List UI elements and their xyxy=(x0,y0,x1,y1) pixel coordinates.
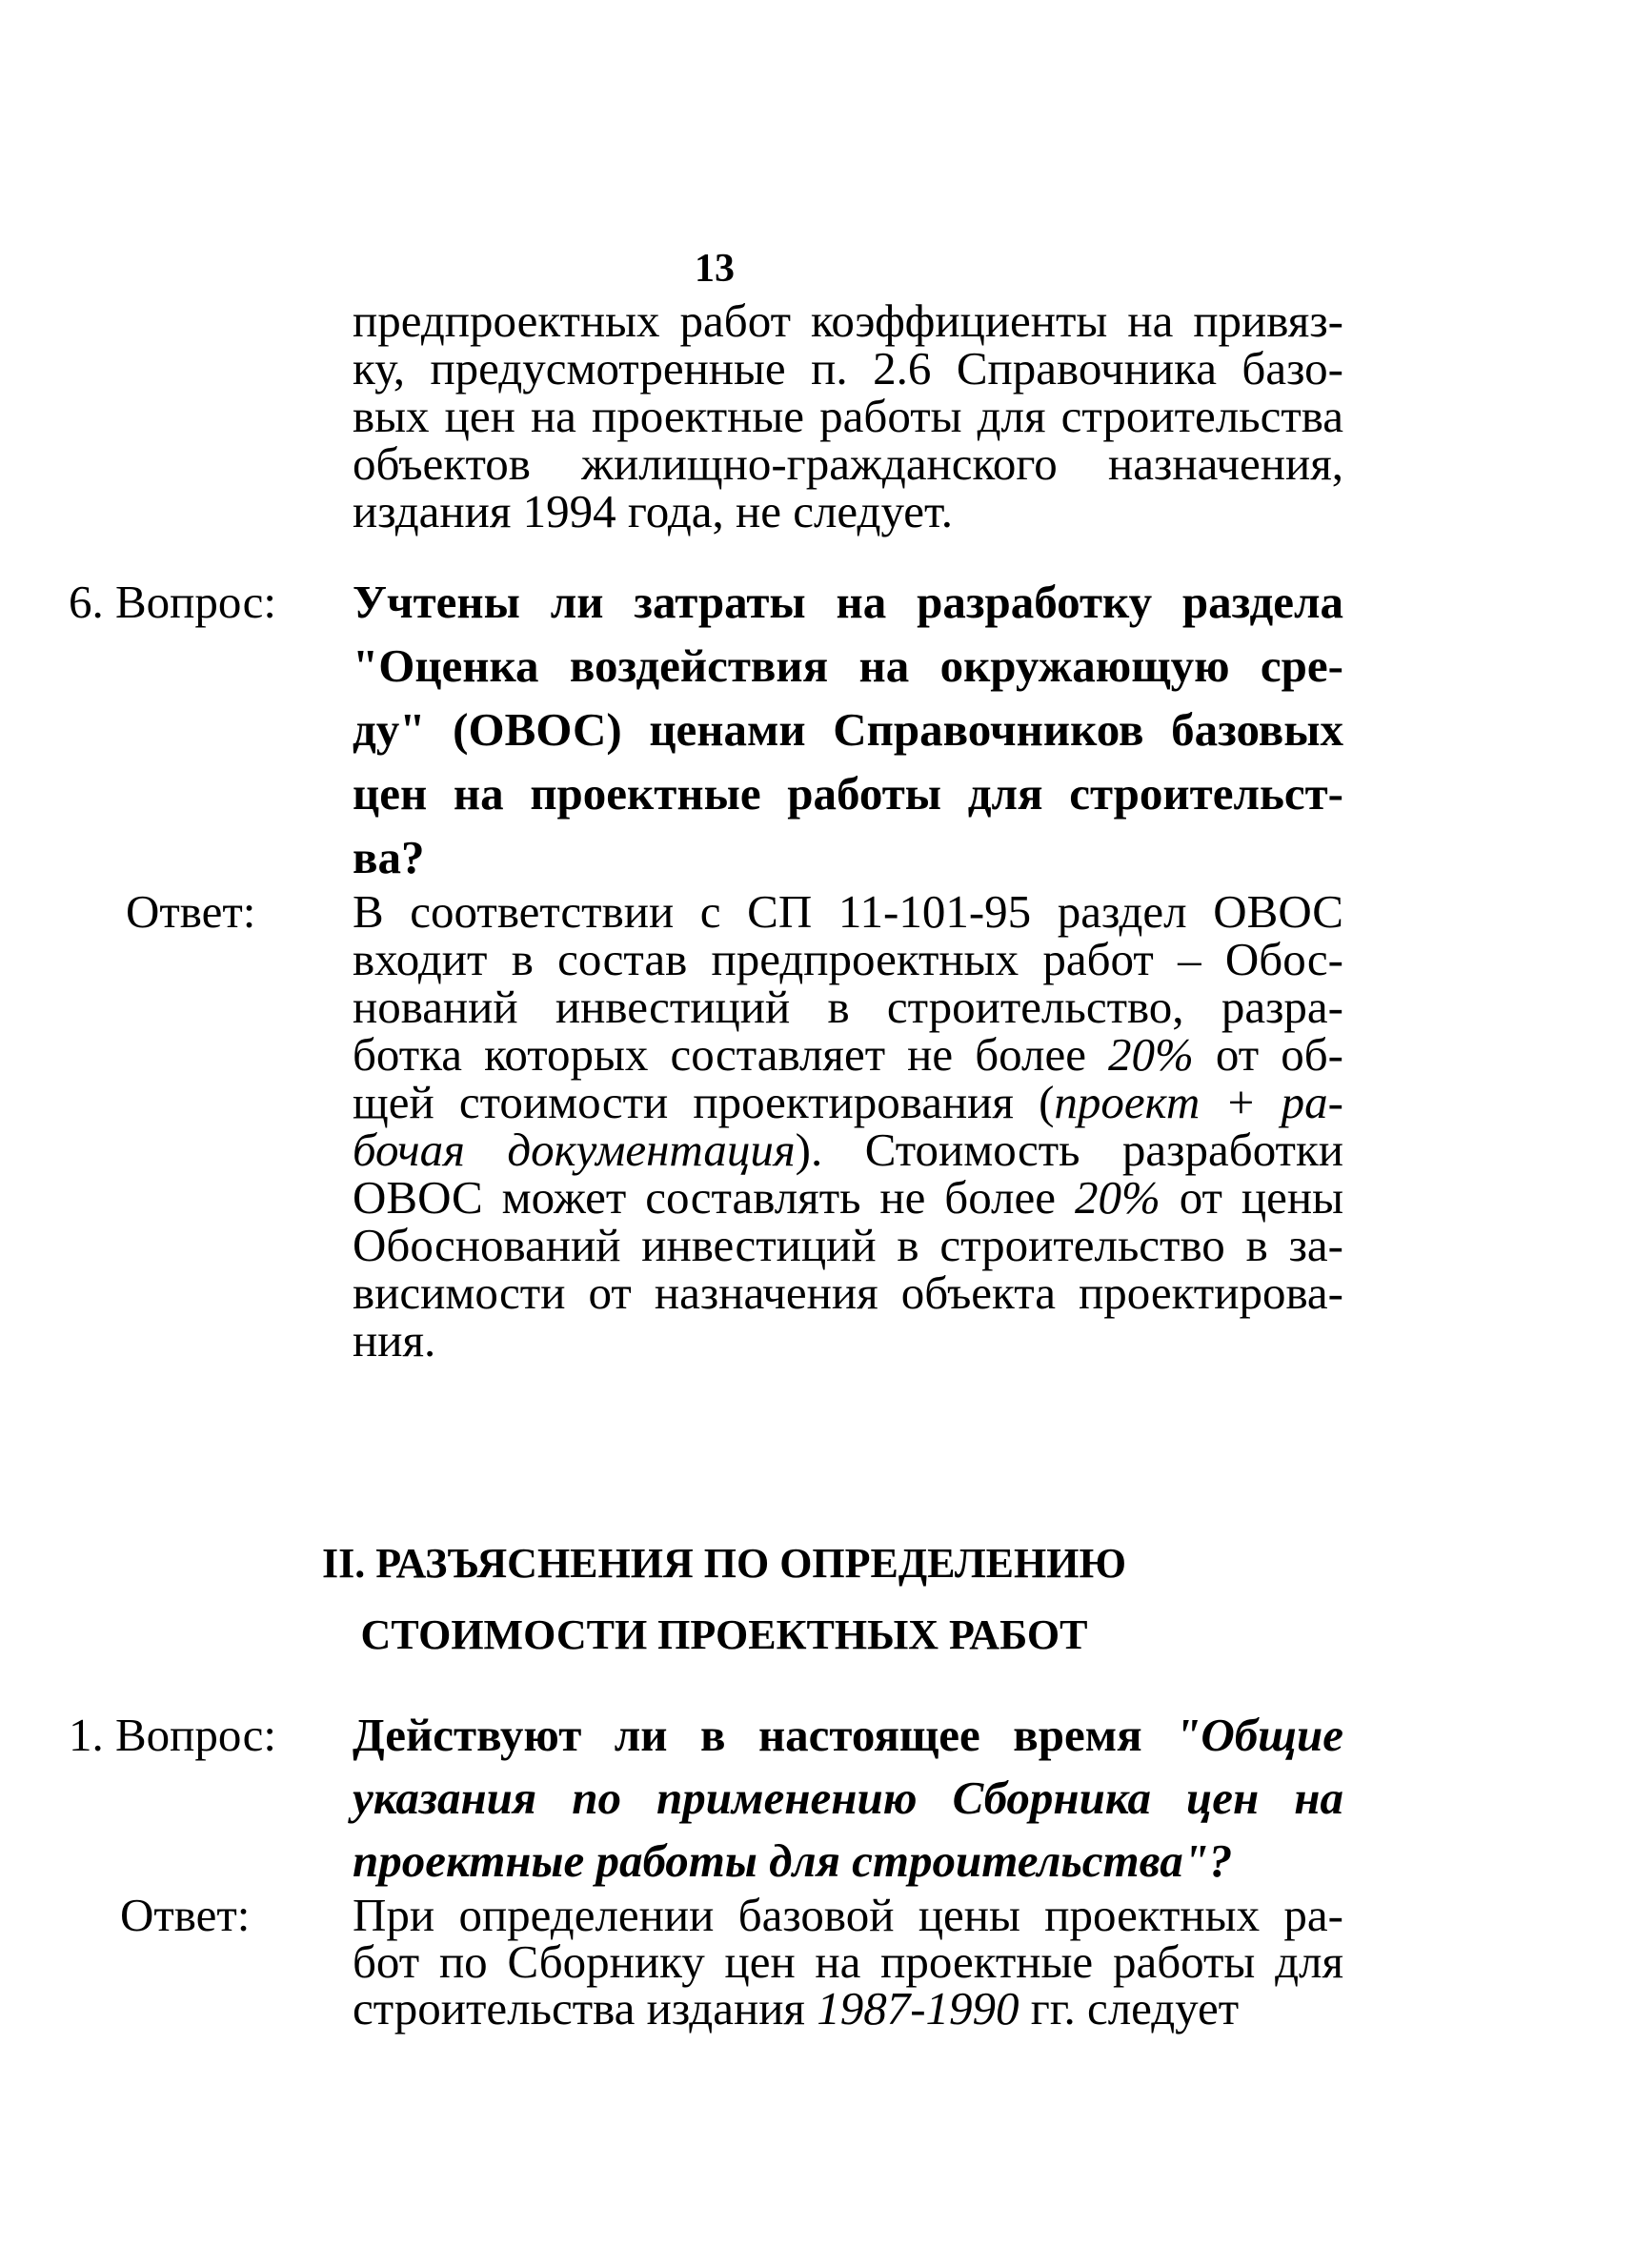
text-run: ОВОС может составлять не более xyxy=(353,1171,1075,1224)
text-line: нований инвестиций в строительство, разра- xyxy=(353,981,1343,1033)
text-run: ботка которых составляет не более xyxy=(353,1028,1109,1081)
italic-text: проект + ра- xyxy=(1054,1076,1343,1128)
percent-value: 20% xyxy=(1108,1028,1194,1081)
section-heading-line: II. РАЗЪЯСНЕНИЯ ПО ОПРЕДЕЛЕНИЮ xyxy=(321,1540,1127,1587)
text-run: Действуют ли в настоящее время xyxy=(353,1709,1176,1761)
text-line: Учтены ли затраты на разработку раздела xyxy=(353,576,1343,628)
text-line: Обоснований инвестиций в строительство в за- xyxy=(353,1219,1343,1271)
text-line xyxy=(353,1028,1344,1081)
text-line: цен на проектные работы для строительст- xyxy=(353,767,1343,820)
text-line xyxy=(353,1126,1343,1174)
text-line: При определении базовой цены проектных ра- xyxy=(353,1889,1343,1941)
text-line: ния. xyxy=(353,1314,436,1367)
question-6-label: 6. Вопрос: xyxy=(69,576,276,628)
text-line: "Оценка воздействия на окружающую сре- xyxy=(353,639,1343,692)
text-line xyxy=(353,1704,1343,1767)
text-line xyxy=(353,1830,1343,1893)
continuation-paragraph xyxy=(353,294,1343,537)
answer-6-text xyxy=(353,885,1344,1367)
text-run: ). Стоимость разработки xyxy=(795,1124,1343,1176)
question-1-text xyxy=(353,1704,1343,1893)
italic-year-range: 1987-1990 xyxy=(817,1982,1019,2035)
text-line: объектов жилищно-гражданского назначения, xyxy=(353,437,1343,490)
text-run: от цены xyxy=(1160,1171,1343,1224)
text-line: В соответствии с СП 11-101-95 раздел ОВОС xyxy=(353,885,1343,938)
section-heading xyxy=(219,1528,1229,1671)
italic-text: "Общие xyxy=(1175,1709,1343,1761)
text-line xyxy=(353,1171,1343,1224)
answer-1-text xyxy=(353,1889,1343,2035)
answer-1-label: Ответ: xyxy=(120,1889,251,1941)
text-run: гг. следует xyxy=(1019,1982,1240,2035)
text-line xyxy=(353,1982,1343,2035)
text-line: предпроектных работ коэффициенты на привяз- xyxy=(353,294,1343,347)
italic-text: проектные работы для строительства"? xyxy=(353,1834,1233,1887)
answer-6-label: Ответ: xyxy=(126,885,256,938)
text-line xyxy=(353,1076,1343,1128)
text-run: щей стоимости проектирования ( xyxy=(353,1076,1055,1128)
italic-text: бочая документация xyxy=(353,1124,796,1176)
text-line: входит в состав предпроектных работ – Обос- xyxy=(353,933,1343,985)
question-6-text xyxy=(353,570,1343,889)
text-line: ду" (ОВОС) ценами Справочников базовых xyxy=(353,703,1343,756)
text-line: ку, предусмотренные п. 2.6 Справочника базо- xyxy=(353,342,1343,395)
question-1-label: 1. Вопрос: xyxy=(69,1709,276,1761)
text-line: висимости от назначения объекта проектирова- xyxy=(353,1266,1343,1319)
italic-text: указания по применению Сборника цен на xyxy=(353,1772,1343,1824)
text-line: вых цен на проектные работы для строительства xyxy=(353,390,1343,442)
text-run: от об- xyxy=(1193,1028,1344,1081)
text-line: издания 1994 года, не следует. xyxy=(353,485,954,537)
text-run: строительства издания xyxy=(353,1982,818,2035)
percent-value: 20% xyxy=(1074,1171,1161,1224)
text-line: ва? xyxy=(353,831,425,883)
section-heading-line: СТОИМОСТИ ПРОЕКТНЫХ РАБОТ xyxy=(360,1611,1088,1658)
page-number: 13 xyxy=(695,247,735,291)
text-line: бот по Сборнику цен на проектные работы для xyxy=(353,1935,1343,1988)
text-line xyxy=(353,1767,1343,1830)
